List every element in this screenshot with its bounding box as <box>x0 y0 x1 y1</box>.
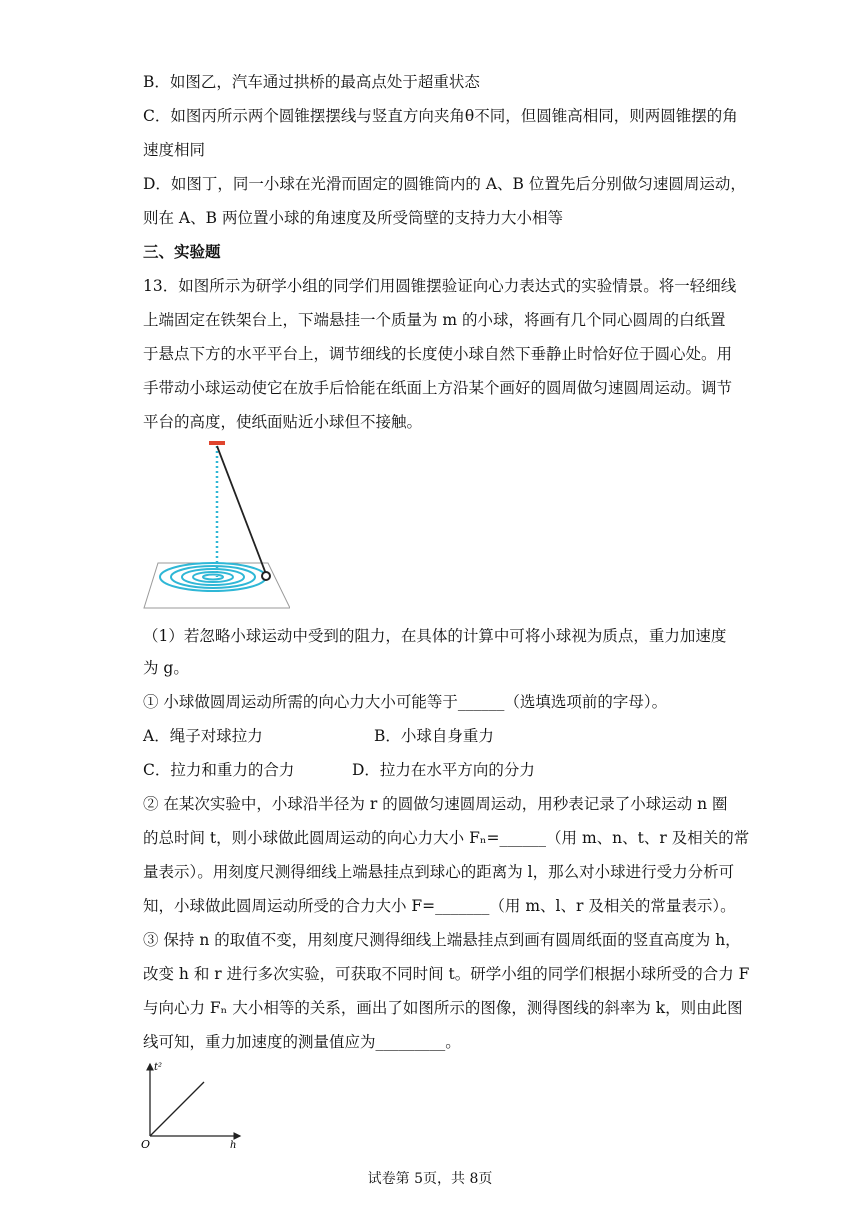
part-2-line-3: 量表示）。用刻度尺测得细线上端悬挂点到球心的距离为 l，那么对小球进行受力分析可 <box>143 863 735 881</box>
part-3-line-3: 与向心力 Fₙ 大小相等的关系，画出了如图所示的图像，测得图线的斜率为 k，则由此图 <box>143 999 743 1017</box>
part-3-line-2: 改变 h 和 r 进行多次实验，可获取不同时间 t。研学小组的同学们根据小球所受的合力 F <box>143 965 750 983</box>
option-d: D．拉力在水平方向的分力 <box>352 761 535 779</box>
pendulum-string <box>217 446 266 574</box>
suspension-clamp <box>209 441 225 445</box>
option-b: B．小球自身重力 <box>374 727 494 745</box>
x-axis-label: h <box>230 1140 237 1148</box>
part-3-line-1: ③ 保持 n 的取值不变，用刻度尺测得细线上端悬挂点到画有圆周纸面的竖直高度为 h， <box>143 931 741 949</box>
option-c-line-1: C．如图丙所示两个圆锥摆摆线与竖直方向夹角θ不同，但圆锥高相同，则两圆锥摆的角 <box>143 107 738 125</box>
part-3-line-4: 线可知，重力加速度的测量值应为_________。 <box>143 1033 461 1051</box>
option-b-line: B．如图乙，汽车通过拱桥的最高点处于超重状态 <box>143 73 480 91</box>
conical-pendulum-figure <box>140 438 290 613</box>
option-c-line-2: 速度相同 <box>143 141 206 159</box>
origin-label: O <box>141 1138 151 1148</box>
option-d-line-1: D．如图丁，同一小球在光滑而固定的圆锥筒内的 A、B 位置先后分别做匀速圆周运动， <box>143 175 746 193</box>
question-13-line-2: 上端固定在铁架台上，下端悬挂一个质量为 m 的小球，将画有几个同心圆周的白纸置 <box>143 311 726 329</box>
question-13-line-4: 手带动小球运动使它在放手后恰能在纸面上方沿某个画好的圆周做匀速圆周运动。调节 <box>143 379 733 397</box>
part-2-line-4: 知，小球做此圆周运动所受的合力大小 F=_______（用 m、l、r 及相关的常量表示）。 <box>143 897 736 915</box>
section-heading: 三、实验题 <box>143 242 221 261</box>
option-a: A．绳子对球拉力 <box>143 727 263 745</box>
question-13-line-1: 13．如图所示为研学小组的同学们用圆锥摆验证向心力表达式的实验情景。将一轻细线 <box>143 277 737 295</box>
option-c: C．拉力和重力的合力 <box>143 761 295 779</box>
part-1-line-2: 为 g。 <box>143 659 189 677</box>
part-2-line-1: ② 在某次实验中，小球沿半径为 r 的圆做匀速圆周运动，用秒表记录了小球运动 n 圈 <box>143 795 728 813</box>
y-axis-label: t² <box>154 1062 163 1073</box>
t2-h-graph <box>138 1058 248 1148</box>
question-13-line-3: 于悬点下方的水平平台上，调节细线的长度使小球自然下垂静止时恰好位于圆心处。用 <box>143 345 733 363</box>
question-13-line-5: 平台的高度，使纸面贴近小球但不接触。 <box>143 413 423 431</box>
page-footer: 试卷第 5页，共 8页 <box>367 1171 493 1187</box>
part-2-line-2: 的总时间 t，则小球做此圆周运动的向心力大小 Fₙ=______（用 m、n、t、r 及相关的常 <box>143 829 750 847</box>
graph-line <box>150 1082 204 1136</box>
option-d-line-2: 则在 A、B 两位置小球的角速度及所受筒壁的支持力大小相等 <box>143 209 563 227</box>
part-1-line-1: （1）若忽略小球运动中受到的阻力，在具体的计算中可将小球视为质点，重力加速度 <box>143 627 727 645</box>
part-1-question: ① 小球做圆周运动所需的向心力大小可能等于______（选填选项前的字母）。 <box>143 693 668 711</box>
pendulum-ball <box>262 572 270 580</box>
